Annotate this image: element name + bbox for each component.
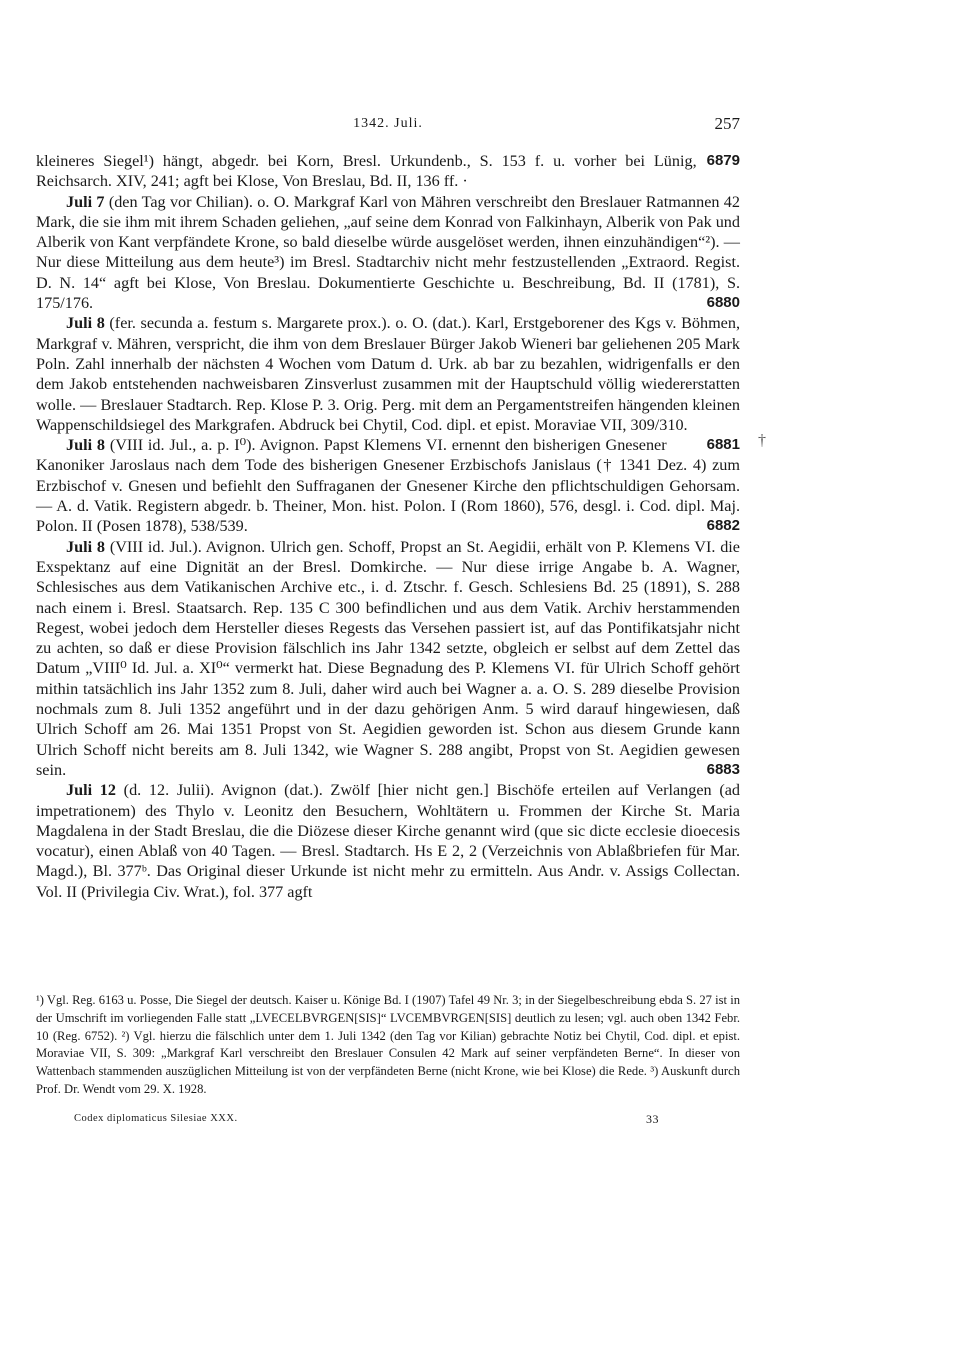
entry-text: (VIII id. Jul., a. p. I⁰). Avignon. Papst Klemens VI. ernennt den bisherigen Gnesener Kanoniker Jaroslaus nach dem Tode des bisherigen Gnesener Erzbischofs Janislaus († 1341 Dez. 4) zum Erzbischof v. Gnesen und befiehlt den Suffraganen der Gnesener Kirche den pflichtschuldigen Gehorsam. — A. d. Vatik. Registern abgedr. b. Theiner, Mon. hist. Polon. I (Rom 1860), 576, desgl. i. Cod. dipl. Maj. Polon. II (Posen 1878), 538/539. <box>36 436 740 536</box>
entry-date: Juli 7 <box>66 192 105 211</box>
register-entry <box>36 313 740 454</box>
entry-date: Juli 8 <box>66 314 105 333</box>
margin-dagger-mark: † <box>758 432 766 449</box>
entry-text: kleineres Siegel¹) hängt, abgedr. bei Korn, Bresl. Urkundenb., S. 153 f. u. vorher bei Lünig, Reichsarch. XIV, 241; agft bei Klose, Von Breslau, Bd. II, 136 ff. · <box>36 152 697 191</box>
entry-text: (d. 12. Julii). Avignon (dat.). Zwölf [hier nicht gen.] Bischöfe erteilen auf Verlangen (ad impetrationem) des Thylo v. Leonitz den Besuchern, Wohltätern u. Frommen der Kirche St. Maria Magdalena in der Stadt Breslau, die die Diözese dieser Kirche genannt wird (que sic dicte ecclesie dioecesis vocatur), einen Ablaß von 40 Tagen. — Bresl. Stadtarch. Hs E 2, 2 (Verzeichnis von Ablaßbriefen für Mar. Magd.), Bl. 377ᵇ. Das Original dieser Urkunde ist nicht mehr zu ermitteln. Aus Andr. v. Assigs Collectan. Vol. II (Privilegia Civ. Wrat.), fol. 377 agft <box>36 781 740 901</box>
entry-date: Juli 8 <box>66 436 106 455</box>
running-header <box>36 116 740 136</box>
entry-text: (den Tag vor Chilian). o. O. Markgraf Karl von Mähren verschreibt den Breslauer Ratmannen 42 Mark, die sie ihm mit ihrem Schaden geliehen, „auf seine dem Konrad von Falkinhayn, Alberik von Pak und Alberik von Kant verpfändete Krone, so bald dieselbe würde ausgelöset werden, ihnen einzuhändigen“²). — Nur diese Mitteilung aus dem heute³) im Bresl. Stadtarchiv nicht mehr festzustellenden „Extraord. Regist. D. N. 14“ agft bei Klose, Von Breslau. Dokumentierte Geschichte u. Beschreibung, Bd. II (1781), S. 175/176. <box>36 192 740 313</box>
running-title: 1342. Juli. <box>353 116 423 131</box>
signature-line <box>74 1113 674 1129</box>
register-entry <box>36 435 740 536</box>
register-body <box>36 151 740 902</box>
page-number: 257 <box>714 114 740 133</box>
entry-text: (fer. secunda a. festum s. Margarete prox.). o. O. (dat.). Karl, Erstgeborener des Kgs v. Böhmen, Markgraf v. Mähren, verspricht, die ihm von dem Breslauer Bürger Jakob Wieneri bar geliehenen 205 Mark Poln. Zahl innerhalb der nächsten 4 Wochen vom Datum d. Urk. ab bar zu bezahlen, widrigenfalls er den dem Jakob entstehenden nachweisbaren Zinsverlust zusammen mit der Hauptschuld völlig wiedererstatten wolle. — Breslauer Stadtarch. Rep. Klose P. 3. Orig. Perg. mit dem an Pergamentstreifen hängenden kleinen Wappenschildsiegel des Markgrafen. Abdruck bei Chytil, Cod. dipl. et epist. Moraviae VII, 309/310. <box>36 314 740 434</box>
register-number: 6880 <box>706 294 740 312</box>
entry-text: (VIII id. Jul.). Avignon. Ulrich gen. Schoff, Propst an St. Aegidii, erhält von P. Klemens VI. die Exspektanz auf eine Dignität an der Bresl. Domkirche. — Nur diese irrige Angabe b. A. Wagner, Schlesisches aus dem Vatikanischen Archive etc., i. d. Ztschr. f. Gesch. Schlesiens Bd. 25 (1891), S. 288 nach einem i. Bresl. Staatsarch. Rep. 135 C 300 befindlichen und aus dem Vatik. Archiv herstammenden Regest, wobei jedoch dem Hersteller dieses Regests das Versehen passiert ist, auf das Pontifikatsjahr nicht zu achten, so daß er diese Provision fälschlich ins Jahr 1342 setzte, obgleich er selbst auf dem Zettel das Datum „VIII⁰ Id. Jul. a. XI⁰“ vermerkt hat. Diese Begnadung des P. Klemens VI. für Ulrich Schoff gehört mithin tatsächlich ins Jahr 1352 zum 8. Juli, daher wird auch bei Wagner a. a. O. S. 289 dieselbe Provision nochmals zum 8. Juli 1352 angeführt und in der dazu gehörigen Anm. 5 wird darauf hingewiesen, daß Ulrich Schoff am 26. Mai 1351 Propst von St. Aegidien geworden ist. Schon aus diesem Grunde kann Ulrich Schoff nicht bereits am 8. Juli 1342, wie Wagner S. 288 angibt, Propst von St. Aegidien gewesen sein. <box>36 537 740 779</box>
footnotes <box>36 992 740 1099</box>
entry-date: Juli 8 <box>66 537 106 556</box>
footnote-text: ¹) Vgl. Reg. 6163 u. Posse, Die Siegel der deutsch. Kaiser u. Könige Bd. I (1907) Tafel 49 Nr. 3; in der Siegelbeschreibung ebda S. 27 ist in der Umschrift im vorliegenden Falle statt „LVECELBVRGEN[SIS]“ LVCEMBVRGEN[SIS] deutlich zu lesen; vgl. auch oben 1342 Febr. 10 (Reg. 6752). ²) Vgl. hierzu die fälschlich unter dem 1. Juli 1342 (den Tag vor Kilian) gebrachte Notiz bei Chytil, Cod. dipl. et epist. Moraviae VII, S. 309: „Markgraf Karl verschreibt den Breslauer Consulen 42 Mark auf seiner verpfändeten Berne“. In dieser von Wattenbach stammenden auszüglichen Mitteilung ist von der verpfändeten Berne (nicht Krone, wie bei Klose) die Rede. ³) Auskunft durch Prof. Dr. Wendt vom 29. X. 1928. <box>36 993 740 1096</box>
register-number: 6881 <box>706 436 740 454</box>
entry-continuation <box>36 151 740 192</box>
register-entry <box>36 192 740 314</box>
register-number: 6882 <box>706 517 740 535</box>
register-entry <box>36 780 740 902</box>
register-number: 6883 <box>706 760 740 778</box>
register-entry <box>36 537 740 781</box>
register-number: 6879 <box>706 152 740 169</box>
signature-title: Codex diplomaticus Silesiae XXX. <box>74 1113 238 1124</box>
entry-date: Juli 12 <box>66 781 116 800</box>
signature-number: 33 <box>646 1112 659 1126</box>
